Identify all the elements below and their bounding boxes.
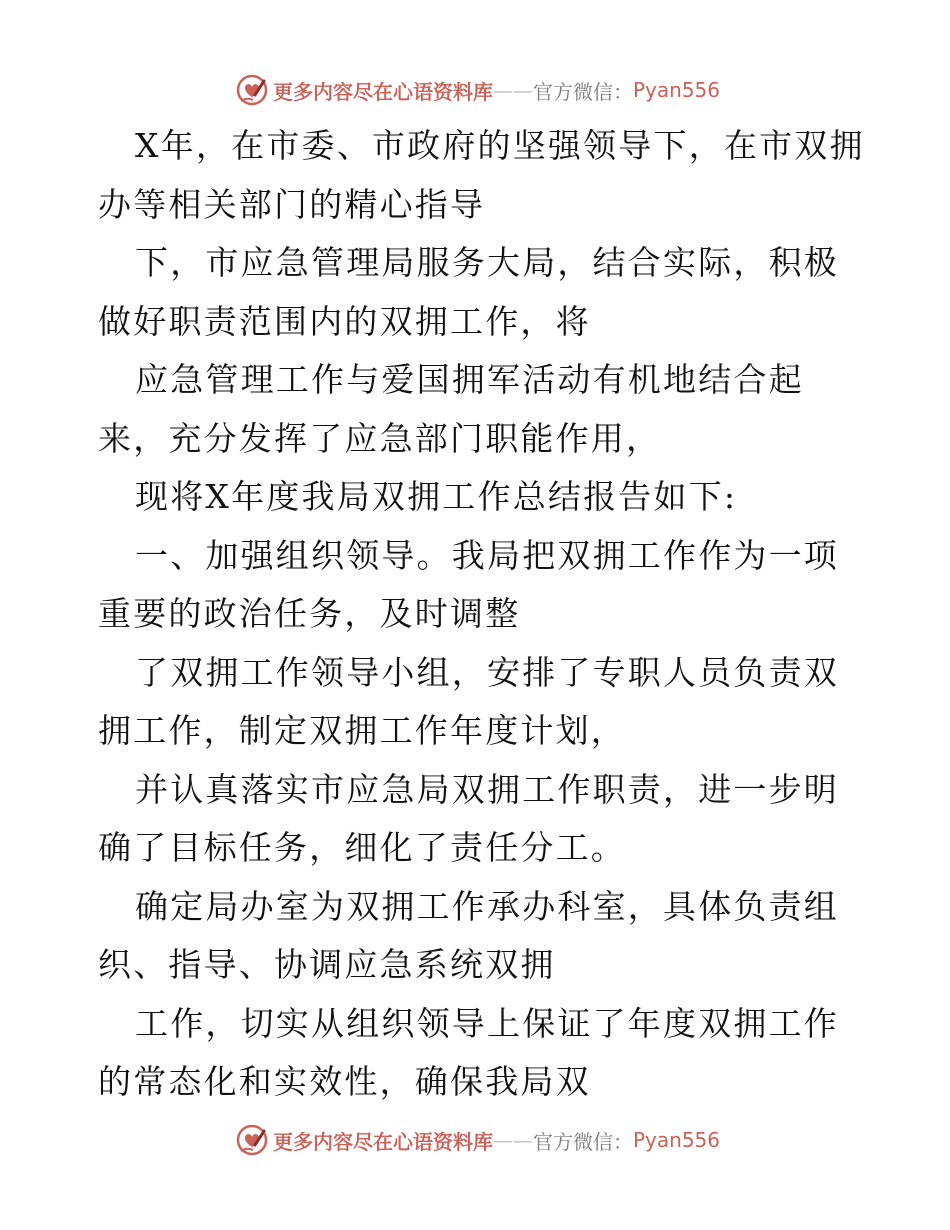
paragraph: 现将X年度我局双拥工作总结报告如下: xyxy=(135,477,738,516)
banner-wechat-id: Pyan556 xyxy=(633,1128,721,1152)
banner-official-label: 官方微信： xyxy=(533,1129,633,1154)
heart-pen-logo-icon xyxy=(235,1123,269,1157)
paragraph: 应急管理工作与爱国拥军活动有机地结合起来，充分发挥了应急部门职能作用， xyxy=(98,360,804,458)
document-body xyxy=(98,117,868,1112)
footer-banner xyxy=(0,1120,950,1160)
paragraph: 一、加强组织领导。我局把双拥工作作为一项重要的政治任务，及时调整 xyxy=(98,535,839,633)
paragraph: 并认真落实市应急局双拥工作职责，进一步明确了目标任务，细化了责任分工。 xyxy=(98,769,839,867)
banner-main-text: 更多内容尽在心语资料库 xyxy=(273,79,493,104)
footer-banner-inner xyxy=(235,1120,720,1160)
banner-dash: —— xyxy=(493,78,533,102)
banner-main-text: 更多内容尽在心语资料库 xyxy=(273,1129,493,1154)
banner-official-label: 官方微信： xyxy=(533,79,633,104)
banner-dash: —— xyxy=(493,1128,533,1152)
paragraph: 下，市应急管理局服务大局，结合实际，积极做好职责范围内的双拥工作，将 xyxy=(98,243,839,341)
heart-pen-logo-icon xyxy=(235,73,269,107)
banner-wechat-id: Pyan556 xyxy=(633,78,721,102)
paragraph: X年，在市委、市政府的坚强领导下，在市双拥办等相关部门的精心指导 xyxy=(98,126,865,224)
paragraph: 确定局办室为双拥工作承办科室，具体负责组织、指导、协调应急系统双拥 xyxy=(98,886,839,984)
header-banner xyxy=(0,70,950,110)
header-banner-inner xyxy=(235,70,720,110)
paragraph: 工作，切实从组织领导上保证了年度双拥工作的常态化和实效性，确保我局双 xyxy=(98,1003,839,1101)
paragraph: 了双拥工作领导小组，安排了专职人员负责双拥工作，制定双拥工作年度计划， xyxy=(98,652,839,750)
